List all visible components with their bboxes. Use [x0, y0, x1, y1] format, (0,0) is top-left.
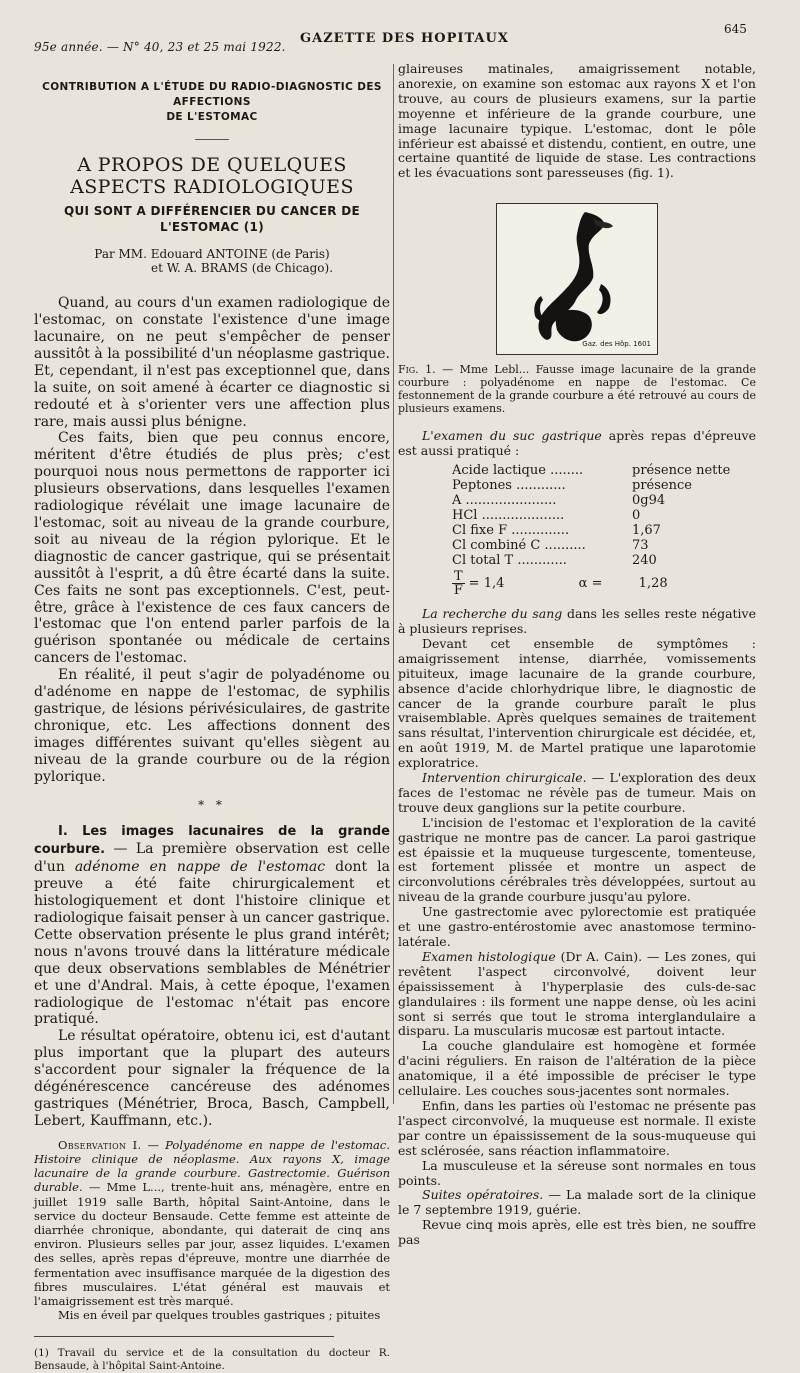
observation-label: Observation I. — [58, 1137, 142, 1152]
paragraph: La musculeuse et la séreuse sont normales en tous points. — [398, 1157, 756, 1188]
page-number: 645 — [724, 22, 747, 36]
lab-row: Acide lactique ........ présence nette — [452, 463, 731, 479]
paragraph: La couche glandulaire est homogène et formée d'acini réguliers. En raison de l'altération de la pièce anatomique, il a été impossible de préciser le type cellulaire. Les couches sous-jacentes sont normales. — [398, 1038, 756, 1099]
radiograph-figure — [496, 203, 658, 355]
right-column — [398, 62, 756, 1248]
intro-text — [34, 295, 390, 785]
paragraph: Intervention chirurgicale. — L'exploration des deux faces de l'estomac ne révèle pas de tumeur. Mais on trouve deux ganglions sur la petite courbure. — [398, 770, 756, 815]
lab-row: HCl .................... 0 — [452, 508, 641, 524]
observation-block: Observation I. — Polyadénome en nappe de l'estomac. Histoire clinique de néoplasme. Aux rayons X, image lacunaire de la grande courbure. Gastrectomie. Guérison durable. — Mme L..., trente-huit ans, ménagère, entre en juillet 1919 salle Barth, hôpital Saint-Antoine, dans le service du docteur Bensaude. Cette femme est atteinte de diarrhée chronique, abondante, qui daterait de cinq ans environ. Plusieurs selles par jour, assez liquides. L'examen des selles, après repas d'épreuve, montre une diarrhée de fermentation avec insuffisance marquée de la digestion des fibres musculaires. L'état général est mauvais et l'amaigrissement est très marqué. Mis en éveil par quelques troubles gastriques ; pituites — [34, 1137, 390, 1323]
caption-label: Fig. 1. — [398, 363, 436, 377]
paragraph: Mis en éveil par quelques troubles gastriques ; pituites — [58, 1308, 381, 1323]
stomach-radiograph-image — [497, 204, 657, 354]
ratio-row: $\frac{T}{F}$ = 1,4 α = 1,28 — [453, 569, 668, 599]
footnote-rule — [34, 1336, 334, 1337]
paragraph: Une gastrectomie avec pylorectomie est pratiquée et une gastro-entérostomie avec anastomose termino-latérale. — [398, 904, 756, 949]
paragraph: Suites opératoires. — La malade sort de la clinique le 7 septembre 1919, guérie. — [398, 1187, 756, 1218]
section-separator: * * — [198, 798, 226, 813]
paragraph: La recherche du sang dans les selles reste négative à plusieurs reprises. — [398, 606, 757, 636]
paragraph: L'examen du suc gastrique après repas d'épreuve est aussi pratiqué : — [398, 428, 756, 459]
paragraph: Le résultat opératoire, obtenu ici, est d'autant plus important que la plupart des auteurs s'accordent pour signaler la fréquence de la dégénérescence cancéreuse des adénomes gastriques (Ménétrier, Broca, Basch, Campbell, Lebert, Kauffmann, etc.). — [34, 1028, 390, 1129]
lab-row: Cl total T ............ 240 — [452, 553, 657, 569]
article-title: A PROPOS DE QUELQUES ASPECTS RADIOLOGIQUES — [70, 154, 354, 198]
issue-line: 95e année. — N° 40, 23 et 25 mai 1922. — [34, 40, 286, 54]
footnote: (1) Travail du service et de la consultation du docteur R. Bensaude, à l'hôpital Saint-Antoine. — [34, 1347, 390, 1373]
left-column — [34, 68, 390, 1373]
lab-row: Cl fixe F .............. 1,67 — [452, 523, 661, 539]
lab-row: Peptones ............ présence — [452, 478, 692, 494]
authors-line-2: et W. A. BRAMS (de Chicago). — [150, 261, 334, 276]
paragraph: Ces faits, bien que peu connus encore, méritent d'être étudiés de plus près; c'est pourquoi nous nous permettons de rapporter ici plusieurs observations, dans lesquelles l'examen radiologique révélait une image lacunaire de l'estomac, soit au niveau de la grande courbure, soit au niveau de la région pylorique. Et le diagnostic de cancer gastrique, qui se présentait aussitôt à l'esprit, a dû être écarté dans la suite. Ces faits ne sont pas exceptionnels. C'est, peut-être, grâce à l'existence de ces faux cancers de l'estomac que l'on entend parler parfois de la guérison spontanée ou médicale de certains cancers de l'estomac. — [34, 430, 390, 667]
paragraph: Devant cet ensemble de symptômes : amaigrissement intense, diarrhée, vomissements pituiteux, image lacunaire de la grande courbure, absence d'acide chlorhydrique libre, le diagnostic de cancer de la grande courbure paraît le plus vraisemblable. Après quelques semaines de traitement sans résultat, l'intervention chirurgicale est décidée, et, en août 1919, M. de Martel pratique une laparotomie exploratrice. — [398, 635, 756, 771]
paragraph: En réalité, il peut s'agir de polyadénome ou d'adénome en nappe de l'estomac, de syphilis gastrique, de lésions périvésiculaires, de gastrite chronique, etc. Les affections donnent des images différentes suivant qu'elles siègent au niveau de la grande courbure ou de la région pylorique. — [34, 667, 390, 785]
paragraph: L'incision de l'estomac et l'exploration de la cavité gastrique ne montre pas de cancer. La paroi gastrique est épaissie et la muqueuse turgescente, tomenteuse, est fortement plissée et montre un aspect de circonvolutions cérébrales très développées, surtout au niveau de la grande courbure jusqu'au pylore. — [398, 814, 756, 905]
lab-row: A ...................... 0g94 — [452, 493, 666, 509]
journal-title: GAZETTE DES HOPITAUX — [300, 31, 509, 46]
paragraph: Revue cinq mois après, elle est très bien, ne souffre pas — [398, 1217, 756, 1248]
section-1: I. Les images lacunaires de la grande courbure. — La première observation est celle d'un adénome en nappe de l'estomac dont la preuve a été faite chirurgicalement et histologiquement et dont l'histoire clinique et radiologique faisait penser à un cancer gastrique. Cette observation présente le plus grand intérêt; nous n'avons trouvé dans la littérature médicale que deux observations semblables de Ménétrier et une d'Andral. Mais, à cette époque, l'examen radiologique de l'estomac n'était pas encore pratiqué. Le résultat opératoire, obtenu ici, est d'autant plus important que la plupart des auteurs s'accordent pour signaler la fréquence de la dégénérescence cancéreuse des adénomes gastriques (Ménétrier, Broca, Basch, Campbell, Lebert, Kauffmann, etc.). — [34, 824, 391, 1129]
column-divider — [393, 64, 394, 1104]
short-divider — [195, 139, 229, 140]
figure-credit: Gaz. des Hôp. 1601 — [582, 340, 651, 349]
lab-row: Cl combiné C .......... 73 — [452, 538, 649, 554]
kicker-line-2: DE L'ESTOMAC — [166, 111, 258, 123]
kicker-line-1: CONTRIBUTION A L'ÉTUDE DU RADIO-DIAGNOSTIC DES AFFECTIONS — [42, 81, 382, 108]
paragraph: glaireuses matinales, amaigrissement notable, anorexie, on examine son estomac aux rayons X et l'on trouve, au cours de plusieurs examens, sur la partie moyenne et inférieure de la grande courbure, une image lacunaire typique. L'estomac, dont le pôle inférieur est abaissé et distendu, contient, en outre, une certaine quantité de liquide de stase. Les contractions et les évacuations sont paresseuses (fig. 1). — [398, 61, 756, 181]
figure-caption: Fig. 1. — Mme Lebl... Fausse image lacunaire de la grande courbure : polyadénome en nappe de l'estomac. Ce festonnement de la grande courbure a été retrouvé au cours de plusieurs examens. — [398, 363, 757, 416]
paragraph: Examen histologique (Dr A. Cain). — Les zones, qui revêtent l'aspect circonvolvé, doivent leur épaississement à l'hyperplasie des culs-de-sac glandulaires : ils forment une nappe dense, où les acini sont si serrés que tout le stroma interglandulaire a disparu. La muscularis mucosæ est partout intacte. — [398, 948, 756, 1039]
ratio-fraction: $\frac{T}{F}$ — [453, 569, 463, 599]
article-subtitle: QUI SONT A DIFFÉRENCIER DU CANCER DE L'ESTOMAC (1) — [63, 204, 361, 234]
section-heading: I. Les images lacunaires de la grande courbure. — [34, 824, 390, 858]
authors-line-1: Par MM. Edouard ANTOINE (de Paris) — [94, 247, 330, 262]
paragraph: Enfin, dans les parties où l'estomac ne présente pas l'aspect circonvolvé, la muqueuse est normale. Il existe par contre un épaississement de la sous-muqueuse qui est sclérosée, sans réaction inflammatoire. — [398, 1097, 756, 1158]
gastric-juice-results — [452, 463, 752, 597]
paragraph: Quand, au cours d'un examen radiologique de l'estomac, on constate l'existence d'une image lacunaire, on ne peut s'empêcher de penser aussitôt à la possibilité d'un néoplasme gastrique. Et, cependant, il n'est pas exceptionnel que, dans la suite, on soit amené à écarter ce diagnostic si redouté et à s'orienter vers une affection plus rare, mais aussi plus bénigne. — [34, 295, 390, 430]
